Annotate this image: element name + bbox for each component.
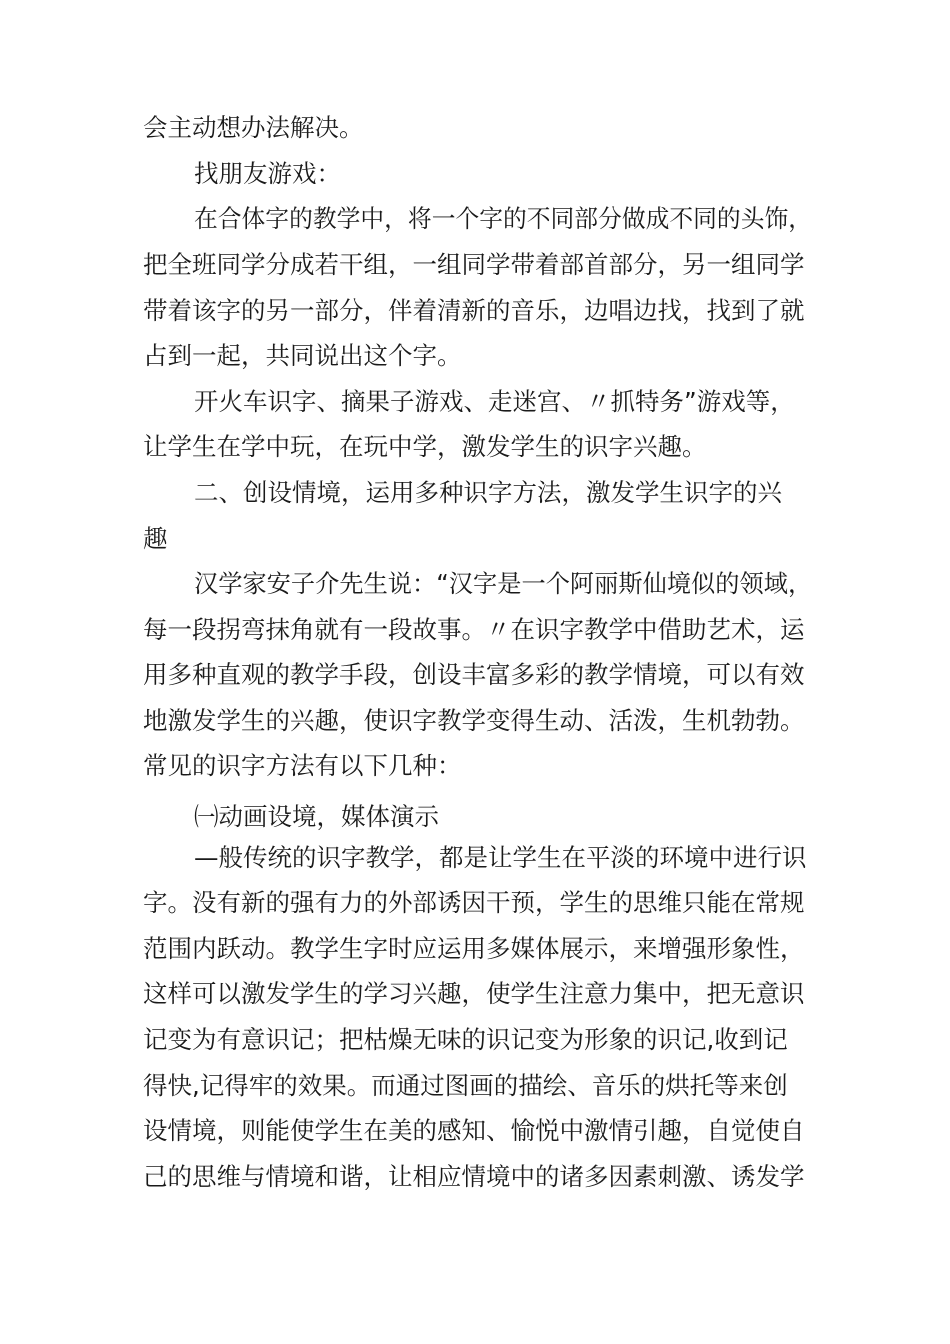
- section-heading-continued: 趣: [143, 524, 168, 553]
- text-line: 常见的识字方法有以下几种：: [143, 751, 462, 780]
- text-line: 带着该字的另一部分，伴着清新的音乐，边唱边找，找到了就: [143, 296, 805, 325]
- text-line: 让学生在学中玩，在玩中学，激发学生的识字兴趣。: [143, 432, 707, 461]
- text-line: 用多种直观的教学手段，创设丰富多彩的教学情境，可以有效: [143, 660, 805, 689]
- text-line: 每一段拐弯抹角就有一段故事。〃在识字教学中借助艺术，运: [143, 615, 805, 644]
- text-line: 汉学家安子介先生说：“汉字是一个阿丽斯仙境似的领域，: [194, 569, 813, 598]
- text-line: 找朋友游戏：: [194, 159, 341, 188]
- text-line: 得快,记得牢的效果。而通过图画的描绘、音乐的烘托等来创: [143, 1071, 788, 1100]
- text-line: 地激发学生的兴趣，使识字教学变得生动、活泼，生机勃勃。: [143, 706, 805, 735]
- text-line: 记变为有意识记；把枯燥无味的识记变为形象的识记,收到记: [143, 1025, 788, 1054]
- text-line: 在合体字的教学中，将一个字的不同部分做成不同的头饰，: [194, 204, 812, 233]
- text-line: 会主动想办法解决。: [143, 113, 364, 142]
- section-heading: 二、创设情境，运用多种识字方法，激发学生识字的兴: [194, 478, 782, 507]
- text-line: 字。没有新的强有力的外部诱因干预，学生的思维只能在常规: [143, 888, 805, 917]
- text-line: 己的思维与情境和谐，让相应情境中的诸多因素刺激、诱发学: [143, 1162, 805, 1191]
- text-line: 开火车识字、摘果子游戏、走迷宫、〃抓特务”游戏等，: [194, 387, 795, 416]
- text-line: 占到一起，共同说出这个字。: [143, 341, 462, 370]
- subsection-heading: ㈠动画设境，媒体演示: [194, 802, 439, 831]
- text-line: —般传统的识字教学，都是让学生在平淡的环境中进行识: [194, 843, 807, 872]
- text-line: 这样可以激发学生的学习兴趣，使学生注意力集中，把无意识: [143, 979, 805, 1008]
- text-line: 设情境，则能使学生在美的感知、愉悦中激情引趣，自觉使自: [143, 1116, 805, 1145]
- text-line: 把全班同学分成若干组，一组同学带着部首部分，另一组同学: [143, 250, 805, 279]
- text-line: 范围内跃动。教学生字时应运用多媒体展示，来增强形象性，: [143, 934, 805, 963]
